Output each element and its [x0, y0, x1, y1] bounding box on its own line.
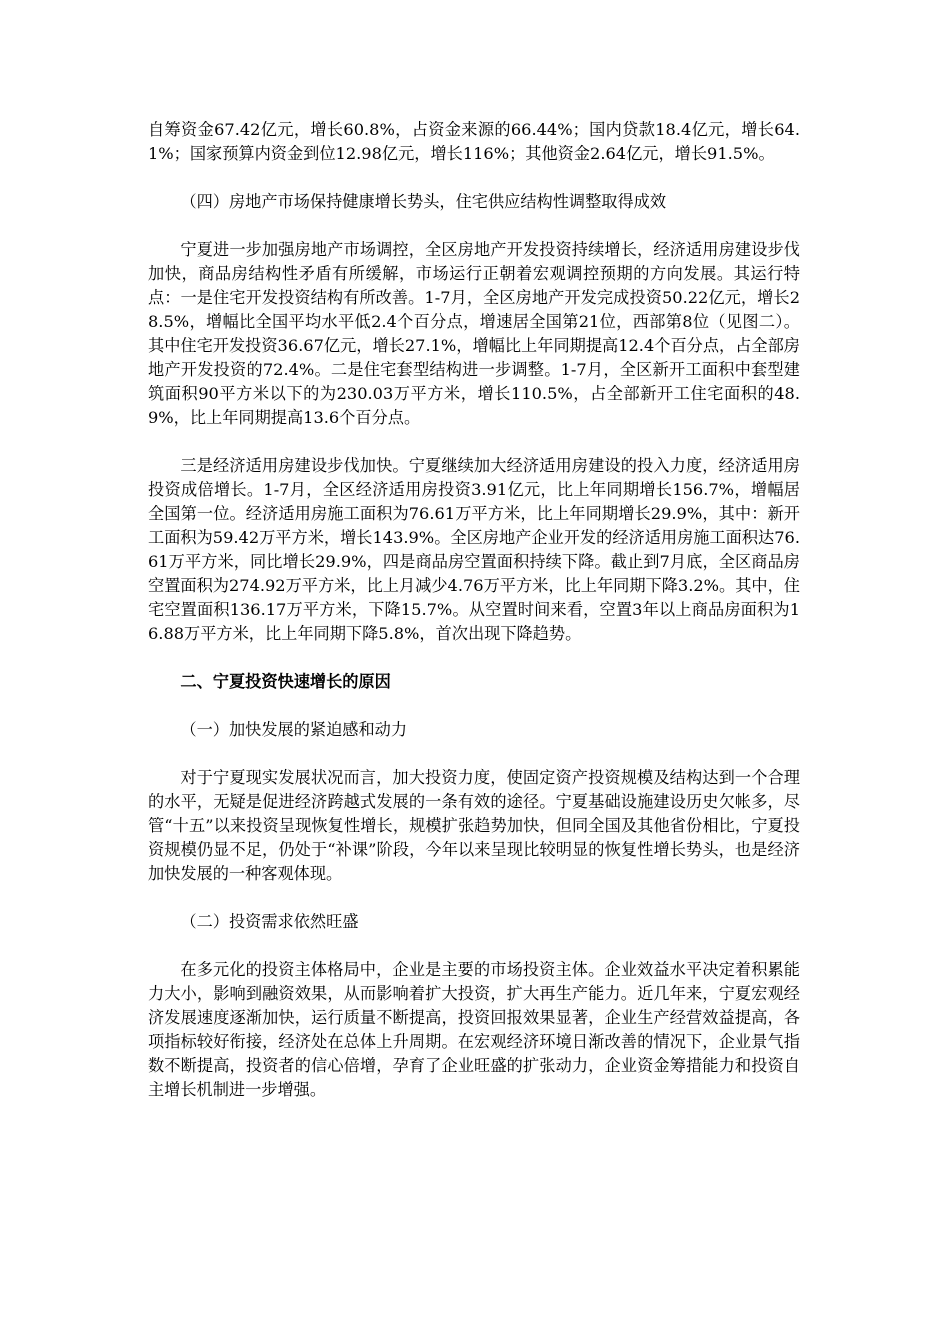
- section-heading-growth-reasons: 二、宁夏投资快速增长的原因: [180, 672, 391, 691]
- paragraph-development-status: 对于宁夏现实发展状况而言，加大投资力度，使固定资产投资规模及结构达到一个合理的水平，无疑是促进经济跨越式发展的一条有效的途径。宁夏基础设施建设历史欠帐多，尽管“十五”以来投资呈现恢复性增长，规模扩张趋势加快，但同全国及其他省份相比，宁夏投资规模仍显不足，仍处于“补课”阶段，今年以来呈现比较明显的恢复性增长势头，也是经济加快发展的一种客观体现。: [148, 768, 800, 883]
- paragraph-affordable-housing: 三是经济适用房建设步伐加快。宁夏继续加大经济适用房建设的投入力度，经济适用房投资成倍增长。1-7月，全区经济适用房投资3.91亿元，比上年同期增长156.7%，增幅居全国第一位。经济适用房施工面积为76.61万平方米，比上年同期增长29.9%，其中：新开工面积为59.42万平方米，增长143.9%。全区房地产企业开发的经济适用房施工面积达76.61万平方米，同比增长29.9%，四是商品房空置面积持续下降。截止到7月底，全区商品房空置面积为274.92万平方米，比上月减少4.76万平方米，比上年同期下降3.2%。其中，住宅空置面积136.17万平方米，下降15.7%。从空置时间来看，空置3年以上商品房面积为16.88万平方米，比上年同期下降5.8%，首次出现下降趋势。: [148, 456, 800, 643]
- paragraph-funding-sources: 自筹资金67.42亿元，增长60.8%，占资金来源的66.44%；国内贷款18.4亿元，增长64.1%；国家预算内资金到位12.98亿元，增长116%；其他资金2.64亿元，增长91.5%。: [148, 120, 800, 163]
- paragraph-real-estate-investment: 宁夏进一步加强房地产市场调控，全区房地产开发投资持续增长，经济适用房建设步伐加快，商品房结构性矛盾有所缓解，市场运行正朝着宏观调控预期的方向发展。其运行特点：一是住宅开发投资结构有所改善。1-7月，全区房地产开发完成投资50.22亿元，增长28.5%，增幅比全国平均水平低2.4个百分点，增速居全国第21位，西部第8位（见图二）。其中住宅开发投资36.67亿元，增长27.1%，增幅比上年同期提高12.4个百分点，占全部房地产开发投资的72.4%。二是住宅套型结构进一步调整。1-7月，全区新开工面积中套型建筑面积90平方米以下的为230.03万平方米，增长110.5%，占全部新开工住宅面积的48.9%，比上年同期提高13.6个百分点。: [148, 240, 800, 427]
- subheading-investment-demand: （二）投资需求依然旺盛: [180, 912, 359, 931]
- paragraph-enterprise-investment: 在多元化的投资主体格局中，企业是主要的市场投资主体。企业效益水平决定着积累能力大小，影响到融资效果，从而影响着扩大投资，扩大再生产能力。近几年来，宁夏宏观经济发展速度逐渐加快，运行质量不断提高，投资回报效果显著，企业生产经营效益提高，各项指标较好衔接，经济处在总体上升周期。在宏观经济环境日渐改善的情况下，企业景气指数不断提高，投资者的信心倍增，孕育了企业旺盛的扩张动力，企业资金筹措能力和投资自主增长机制进一步增强。: [148, 960, 800, 1099]
- subheading-real-estate: （四）房地产市场保持健康增长势头，住宅供应结构性调整取得成效: [180, 192, 667, 211]
- subheading-urgency: （一）加快发展的紧迫感和动力: [180, 720, 408, 739]
- document-body: [148, 118, 800, 1102]
